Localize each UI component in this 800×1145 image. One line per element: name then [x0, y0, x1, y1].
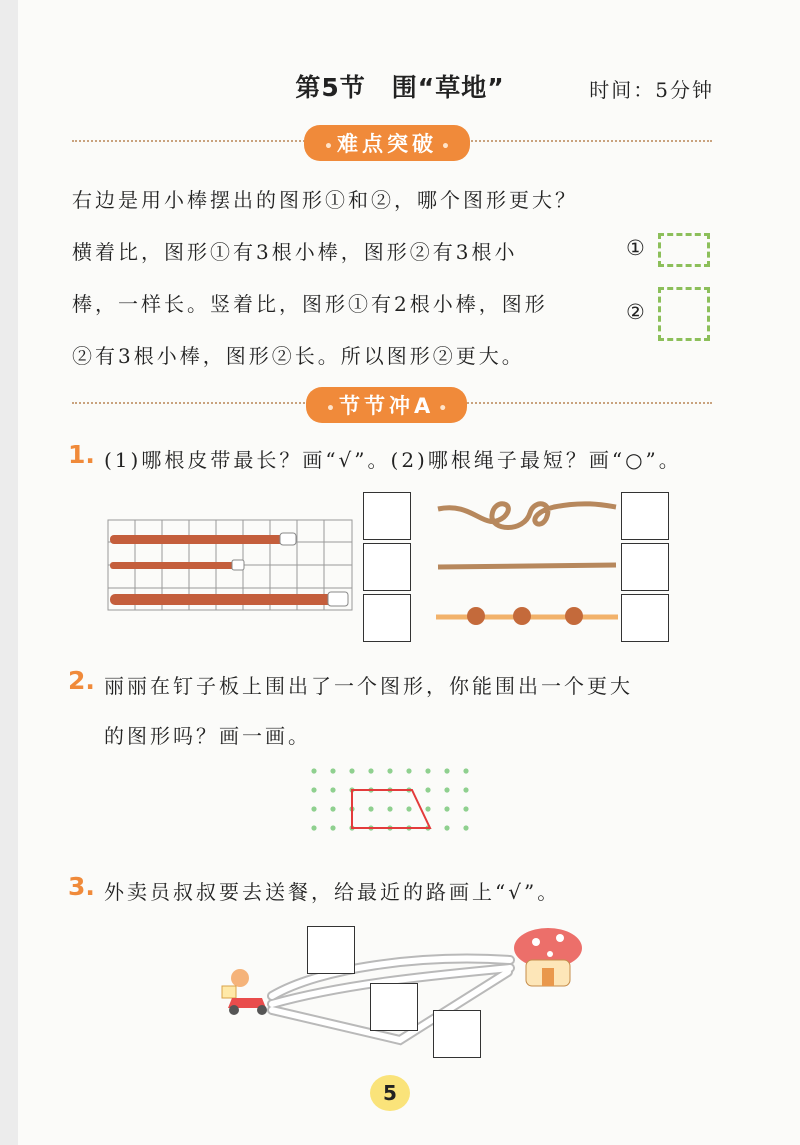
peg-dot	[444, 768, 449, 773]
rope-1	[438, 504, 616, 528]
practice-heading: 节节冲A	[338, 394, 435, 418]
peg-dot	[425, 787, 430, 792]
peg-dot	[330, 768, 335, 773]
q1-text: (1)哪根皮带最长？画“√”。(2)哪根绳子最短？画“○”。	[104, 448, 682, 472]
figure-2-label: ②	[626, 300, 645, 324]
peg-dot	[406, 768, 411, 773]
tips-line-4: ②有3根小棒，图形②长。所以图形②更大。	[72, 344, 525, 368]
time-limit: 时间：5分钟	[589, 78, 714, 102]
peg-dot	[311, 825, 316, 830]
belt-2-answer-box[interactable]	[363, 543, 411, 591]
q2-text-line1: 丽丽在钉子板上围出了一个图形，你能围出一个更大	[104, 674, 633, 698]
peg-dot	[387, 806, 392, 811]
tips-heading-badge	[304, 125, 470, 161]
peg-dot	[463, 806, 468, 811]
peg-dot	[330, 806, 335, 811]
peg-dot	[311, 787, 316, 792]
rope-pictures	[434, 495, 620, 635]
belt-grid	[100, 510, 360, 614]
tips-line-1: 右边是用小棒摆出的图形①和②，哪个图形更大？	[72, 188, 578, 212]
belt-1-answer-box[interactable]	[363, 492, 411, 540]
figure-1-label: ①	[626, 236, 645, 260]
q2-number: 2.	[68, 666, 95, 695]
belt-3-answer-box[interactable]	[363, 594, 411, 642]
peg-dot	[368, 806, 373, 811]
peg-dot	[463, 825, 468, 830]
peg-dot	[311, 806, 316, 811]
road-middle-answer-box[interactable]	[370, 983, 418, 1031]
road-bottom-answer-box[interactable]	[433, 1010, 481, 1058]
tips-heading: 难点突破	[336, 132, 437, 156]
belt-2	[110, 560, 244, 570]
rope-2	[438, 565, 616, 567]
q1-number: 1.	[68, 440, 95, 469]
delivery-scooter-icon	[222, 969, 267, 1015]
rope-1-answer-box[interactable]	[621, 492, 669, 540]
peg-dot	[425, 806, 430, 811]
peg-dot	[444, 787, 449, 792]
peg-dot	[463, 768, 468, 773]
peg-dot	[463, 787, 468, 792]
peg-dot	[330, 787, 335, 792]
peg-dot	[444, 825, 449, 830]
belt-1	[110, 533, 296, 545]
page-number: 5	[370, 1075, 410, 1111]
peg-dot	[444, 806, 449, 811]
q2-text-line2: 的图形吗？画一画。	[104, 724, 311, 748]
tips-line-3: 棒，一样长。竖着比，图形①有2根小棒，图形	[72, 292, 548, 316]
section-label: 第5节	[295, 73, 366, 102]
peg-dot	[349, 768, 354, 773]
pegboard[interactable]	[300, 760, 480, 844]
tips-line-2: 横着比，图形①有3根小棒，图形②有3根小	[72, 240, 518, 264]
figure-1-sticks	[658, 233, 710, 267]
rope-2-answer-box[interactable]	[621, 543, 669, 591]
q3-text: 外卖员叔叔要去送餐，给最近的路画上“√”。	[104, 880, 561, 904]
peg-dot	[330, 825, 335, 830]
rope-3	[436, 607, 618, 625]
page-binding-edge	[0, 0, 18, 1145]
peg-dot	[425, 768, 430, 773]
mushroom-house-icon	[514, 928, 582, 986]
peg-dot	[387, 768, 392, 773]
peg-dot	[368, 768, 373, 773]
rope-3-answer-box[interactable]	[621, 594, 669, 642]
section-title: 围“草地”	[391, 73, 505, 102]
belt-3	[110, 592, 348, 606]
road-top-answer-box[interactable]	[307, 926, 355, 974]
peg-dot	[311, 768, 316, 773]
practice-heading-badge	[306, 387, 467, 423]
q3-number: 3.	[68, 872, 95, 901]
peg-dot	[406, 806, 411, 811]
figure-2-sticks	[658, 287, 710, 341]
